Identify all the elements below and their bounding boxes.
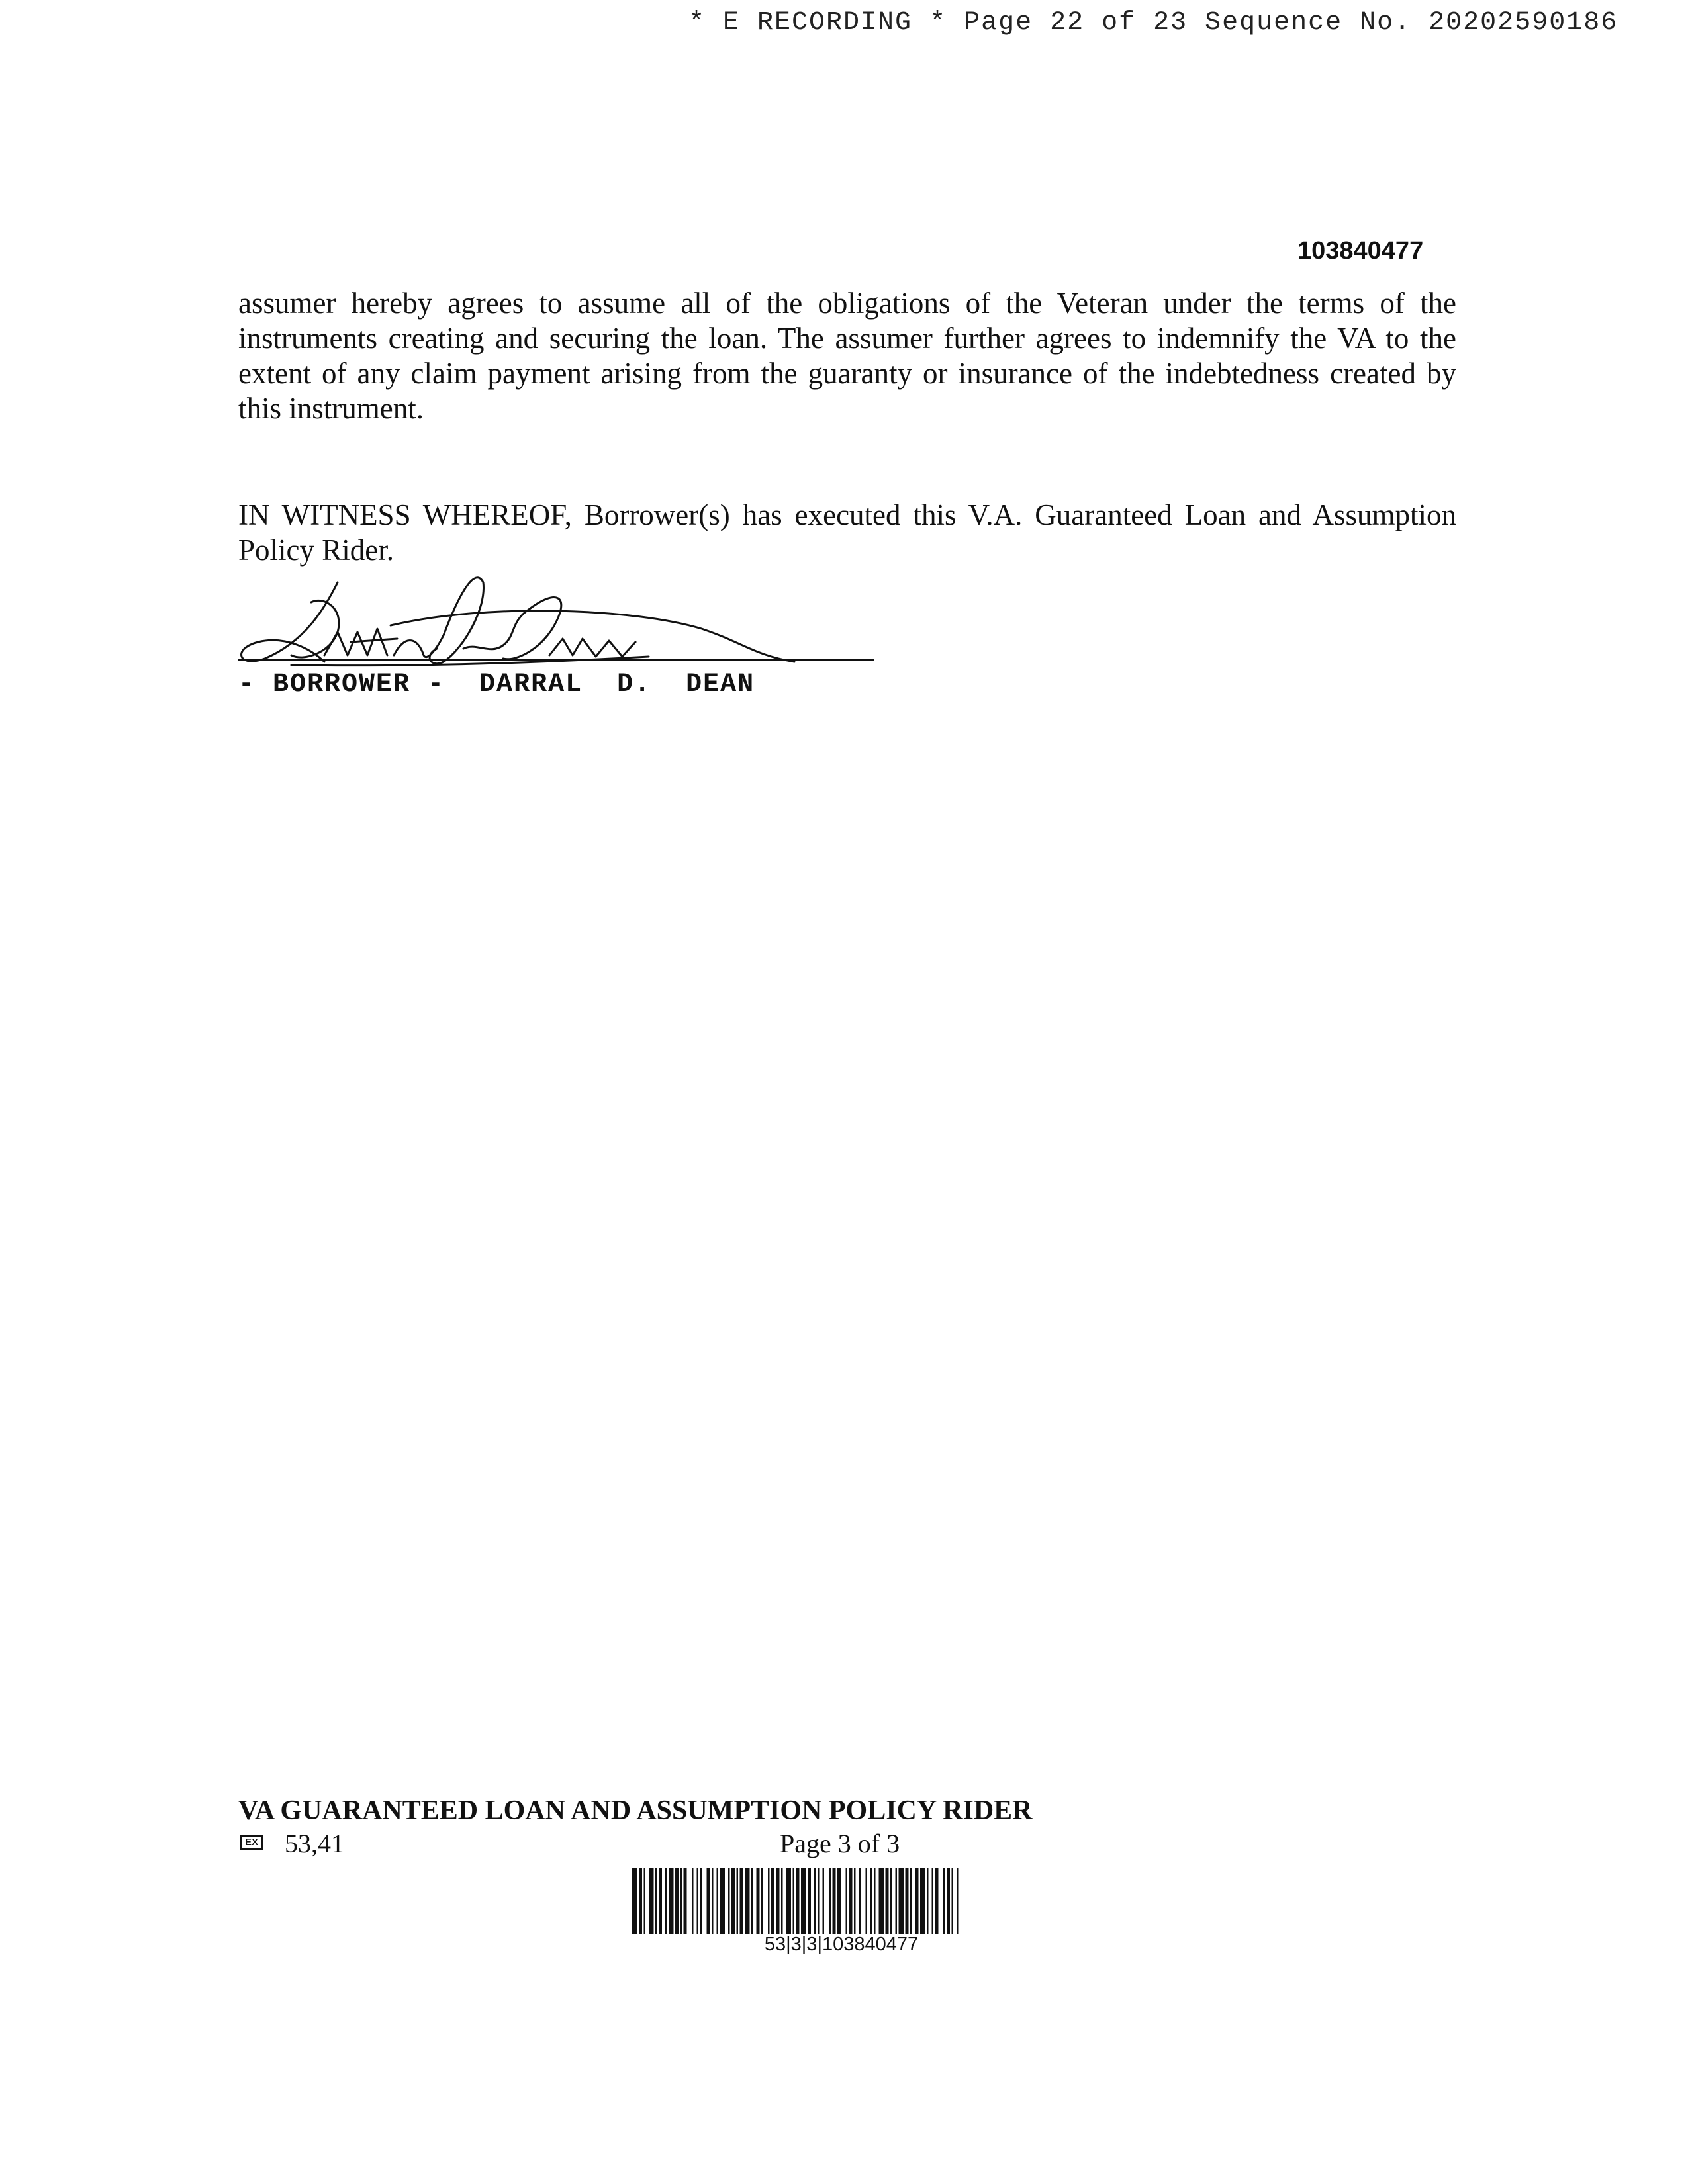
barcode-bar xyxy=(684,1868,687,1934)
barcode-bar xyxy=(632,1868,637,1934)
form-title: VA GUARANTEED LOAN AND ASSUMPTION POLICY RIDER xyxy=(238,1796,1033,1826)
barcode-bar xyxy=(692,1868,694,1934)
barcode-bar xyxy=(935,1868,939,1934)
barcode-bar xyxy=(833,1868,836,1934)
barcode-bar xyxy=(639,1868,642,1934)
barcode-bar xyxy=(927,1868,929,1934)
barcode-text: 53|3|3|103840477 xyxy=(764,1934,919,1955)
assumption-paragraph: assumer hereby agrees to assume all of the obligations of the Veteran under the terms of the instruments creating and securing the loan. The assumer further agrees to indemnify the VA to the extent of any claim payment arising from the guaranty or insurance of the indebtedness created by this instrument. xyxy=(238,287,1456,425)
barcode-bar xyxy=(870,1868,872,1934)
barcode-bar xyxy=(771,1868,774,1934)
barcode-bar xyxy=(814,1868,816,1934)
barcode-bar xyxy=(781,1868,783,1934)
barcode-bar xyxy=(655,1868,657,1934)
barcode-bar xyxy=(644,1868,646,1934)
barcode-bar xyxy=(899,1868,904,1934)
barcode-bar xyxy=(757,1868,760,1934)
barcode-bar xyxy=(932,1868,934,1934)
form-code: 53,41 xyxy=(285,1829,344,1858)
barcode-bar xyxy=(837,1868,841,1934)
barcode-bar xyxy=(751,1868,753,1934)
barcode-bar xyxy=(745,1868,750,1934)
barcode-bar xyxy=(920,1868,925,1934)
barcode-bar xyxy=(720,1868,726,1934)
barcode-bar xyxy=(675,1868,679,1934)
barcode xyxy=(632,1868,1051,1934)
barcode-bar xyxy=(906,1868,909,1934)
barcode-bar xyxy=(669,1868,674,1934)
barcode-bar xyxy=(943,1868,945,1934)
barcode-bar xyxy=(890,1868,892,1934)
barcode-bar xyxy=(896,1868,898,1934)
barcode-bar xyxy=(886,1868,889,1934)
barcode-bar xyxy=(659,1868,662,1934)
barcode-bar xyxy=(957,1868,959,1934)
barcode-bar xyxy=(874,1868,876,1934)
barcode-bar xyxy=(818,1868,820,1934)
barcode-bar xyxy=(728,1868,730,1934)
barcode-bar xyxy=(680,1868,682,1934)
barcode-bar xyxy=(801,1868,806,1934)
barcode-bar xyxy=(854,1868,856,1934)
barcode-bar xyxy=(952,1868,954,1934)
barcode-bar xyxy=(737,1868,739,1934)
page-indicator: Page 3 of 3 xyxy=(780,1829,900,1858)
witness-paragraph: IN WITNESS WHEREOF, Borrower(s) has executed this V.A. Guaranteed Loan and Assumption Policy Rider. xyxy=(238,498,1456,567)
barcode-bar xyxy=(915,1868,919,1934)
loan-number: 103840477 xyxy=(1297,237,1424,265)
barcode-bar xyxy=(665,1868,667,1934)
barcode-bar xyxy=(866,1868,868,1934)
barcode-bar xyxy=(697,1868,699,1934)
barcode-bar xyxy=(808,1868,811,1934)
barcode-bar xyxy=(879,1868,884,1934)
barcode-bar xyxy=(823,1868,825,1934)
barcode-bar xyxy=(859,1868,861,1934)
form-code-icon: EX xyxy=(240,1835,263,1850)
barcode-bar xyxy=(910,1868,912,1934)
recording-header: * E RECORDING * Page 22 of 23 Sequence No. 20202590186 xyxy=(688,8,1618,38)
barcode-bar xyxy=(717,1868,719,1934)
barcode-bar xyxy=(786,1868,792,1934)
barcode-bar xyxy=(796,1868,800,1934)
barcode-bar xyxy=(846,1868,848,1934)
barcode-bar xyxy=(793,1868,795,1934)
borrower-label: - BORROWER - DARRAL D. DEAN xyxy=(238,670,755,700)
barcode-bar xyxy=(776,1868,780,1934)
barcode-bar xyxy=(849,1868,853,1934)
barcode-bar xyxy=(731,1868,735,1934)
barcode-bar xyxy=(947,1868,950,1934)
barcode-bar xyxy=(707,1868,710,1934)
borrower-signature xyxy=(225,569,900,682)
barcode-bar xyxy=(740,1868,743,1934)
barcode-bar xyxy=(700,1868,702,1934)
barcode-bar xyxy=(712,1868,714,1934)
barcode-bar xyxy=(829,1868,831,1934)
barcode-bar xyxy=(649,1868,654,1934)
barcode-bar xyxy=(761,1868,763,1934)
barcode-bar xyxy=(768,1868,770,1934)
signature-line xyxy=(238,659,874,661)
